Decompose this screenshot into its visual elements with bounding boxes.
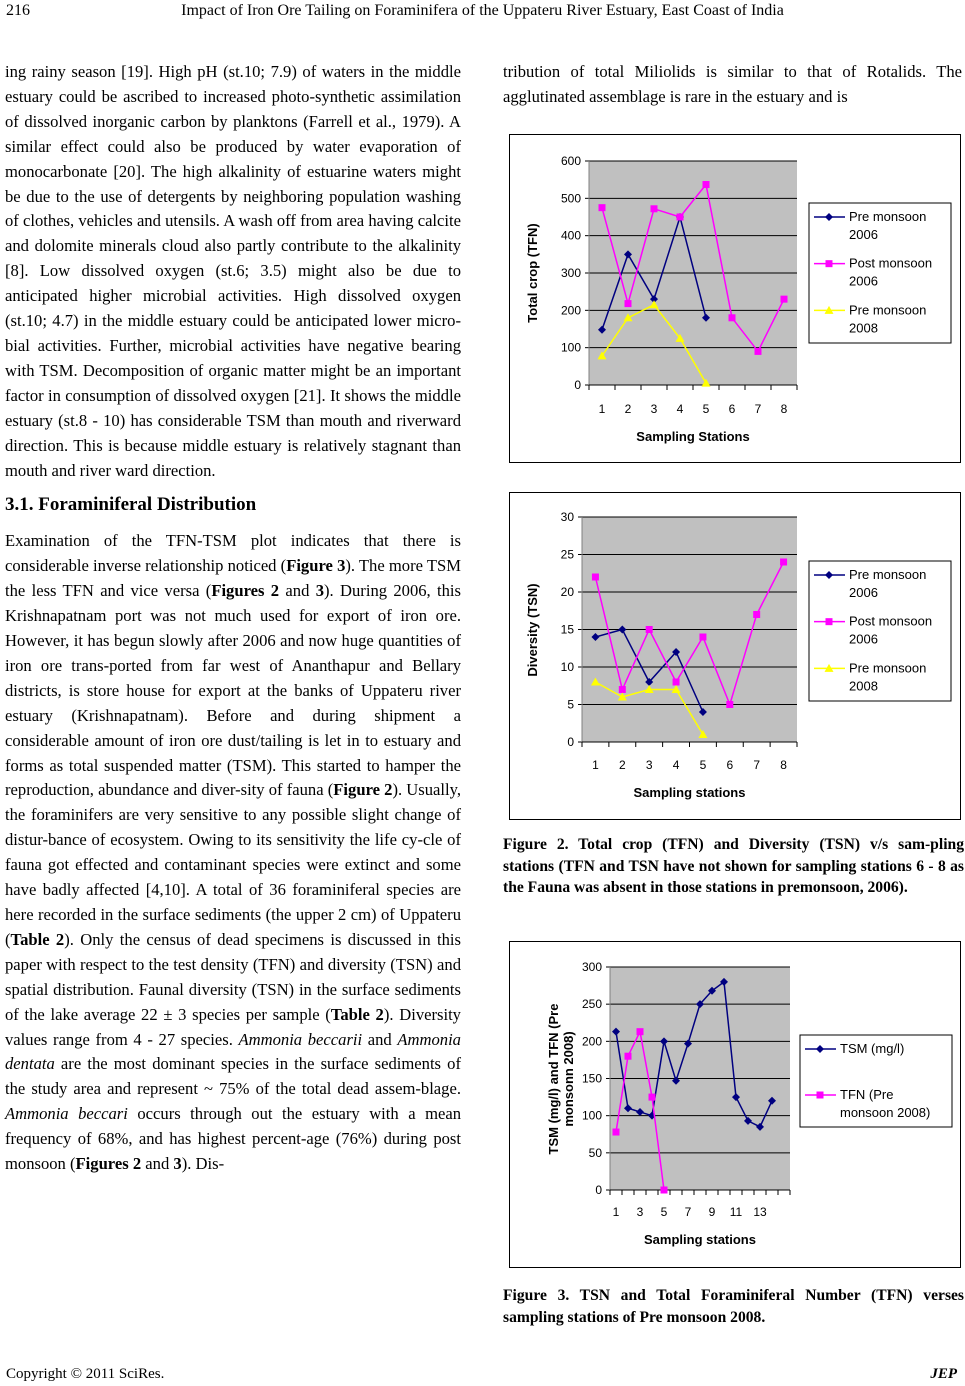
x-tick-label: 4 [672, 758, 680, 772]
y-tick-label: 200 [560, 303, 581, 318]
figure-2-ref[interactable]: Figures 2 [75, 1154, 142, 1174]
legend-label: 2006 [849, 273, 878, 289]
legend-box [809, 203, 951, 343]
legend-label: Post monsoon [849, 255, 933, 271]
x-tick-label: 3 [650, 402, 658, 416]
x-axis-label: Sampling stations [633, 785, 746, 800]
y-tick-label: 30 [560, 510, 574, 524]
x-tick-label: 8 [780, 758, 787, 772]
chart-tsm-tfn-svg [510, 942, 960, 1267]
x-tick-label: 6 [728, 402, 736, 416]
legend-label: Post monsoon [849, 613, 933, 629]
y-tick-label: 15 [560, 622, 574, 637]
legend-label: 2008 [849, 678, 878, 694]
data-point [625, 1053, 632, 1060]
data-point [619, 686, 626, 693]
data-point [599, 204, 606, 211]
x-tick-label: 5 [699, 758, 707, 772]
species-name: Ammonia dentata [5, 1029, 461, 1074]
page-number: 216 [6, 2, 30, 19]
chart-diversity-svg [510, 493, 960, 819]
x-tick-label: 11 [729, 1205, 743, 1219]
x-tick-label: 7 [684, 1205, 692, 1219]
data-point [753, 611, 760, 618]
x-tick-label: 5 [660, 1205, 668, 1219]
y-tick-label: 300 [560, 266, 581, 280]
data-point [661, 1187, 668, 1194]
y-tick-label: 200 [581, 1034, 602, 1049]
chart-tsm-tfn [509, 941, 961, 1268]
x-tick-label: 4 [676, 402, 684, 416]
figure-3-ref[interactable]: 3 [315, 581, 325, 601]
x-tick-label: 7 [753, 758, 761, 772]
y-tick-label: 0 [595, 1183, 602, 1197]
data-point [703, 181, 710, 188]
legend-marker [817, 1092, 824, 1099]
figure-2-ref[interactable]: Figure 2 [333, 780, 393, 800]
x-axis-label: Sampling stations [644, 1232, 756, 1247]
data-point [625, 300, 632, 307]
chart-total-crop [509, 134, 961, 463]
y-tick-label: 500 [560, 191, 581, 206]
y-axis-label: TSM (mg/l) and TFN (Premonsonn 2008) [546, 1003, 576, 1155]
paragraph-ph-alkalinity: ing rainy season [19]. High pH (st.10; 7.9) of waters in the middle estuary could be ascribed to increased photo-synthetic assimilation of dissolved inorganic carbon by planktons (Farrell et al., 1979). A similar effect could also be produced by water evaporation of monocarbonate [20]. The high alkalinity of estuarine waters might be due to the use of detergents by neighboring population washing of clothes, vehicles and utensils. A wash off from area having calcite and dolomite minerals cloud also partly contribute to the alkalinity [8]. Low dissolved oxygen (st.6; 3.5) might also be due to anticipated higher microbial activities. High dissolved oxygen (st.10; 4.7) in the middle estuary could be anticipated lower micro-bial activities. Further, microbial activities have negative bearing with TSM. Decomposition of organic matter might be an important factor in consumption of dissolved oxygen [21]. It shows the middle estuary (st.8 - 10) has considerable TSM than mouth and riverward direction. This is because middle estuary is relatively stagnant than mouth and river ward direction. [5, 62, 461, 480]
journal-abbrev: JEP [930, 1366, 957, 1382]
y-tick-label: 50 [588, 1145, 602, 1160]
legend-label: monsoon 2008) [840, 1105, 931, 1120]
data-point [649, 1094, 656, 1101]
x-tick-label: 1 [598, 402, 606, 416]
y-axis-label: Diversity (TSN) [525, 583, 540, 677]
table-2-ref[interactable]: Table 2 [10, 929, 65, 949]
x-tick-label: 8 [780, 402, 788, 416]
species-name: Ammonia beccarii [238, 1029, 363, 1049]
x-tick-label: 2 [618, 758, 626, 772]
x-tick-label: 7 [754, 402, 762, 416]
x-axis-label: Sampling Stations [636, 429, 750, 444]
data-point [677, 214, 684, 221]
data-point [755, 348, 762, 355]
x-tick-label: 1 [612, 1205, 620, 1219]
legend-label: TFN (Pre [840, 1087, 894, 1102]
section-heading: 3.1. Foraminiferal Distribution [5, 494, 257, 516]
running-title: Impact of Iron Ore Tailing on Foraminifera of the Uppateru River Estuary, East Coast of India [181, 2, 784, 19]
x-tick-label: 9 [708, 1205, 716, 1219]
legend-label: 2006 [849, 227, 878, 242]
data-point [637, 1028, 644, 1035]
legend-label: Pre monsoon [849, 660, 927, 676]
legend-label: Pre monsoon [849, 302, 927, 318]
y-tick-label: 0 [574, 378, 581, 392]
paragraph-miliolids: tribution of total Miliolids is similar to that of Rotalids. The agglutinated assemblage is rare in the estuary and is [503, 62, 962, 106]
y-tick-label: 300 [581, 960, 602, 974]
figure-2-caption: Figure 2. Total crop (TFN) and Diversity (TSN) v/s sam-pling stations (TFN and TSN have not shown for sampling stations 6 - 8 as the Fauna was absent in those stations in premonsoon, 2006). [503, 836, 964, 896]
y-tick-label: 100 [581, 1108, 602, 1123]
legend-box [809, 561, 951, 701]
figure-2-ref[interactable]: Figures 2 [211, 581, 280, 601]
legend-marker [826, 260, 833, 267]
data-point [651, 205, 658, 212]
paragraph-foraminiferal-distribution: Examination of the TFN-TSM plot indicates that there is considerable inverse relationship noticed (Figure 3). The more TSM the less TFN and vice versa (Figures 2 and 3). During 2006, this Krishnapatnam port was not much used for export of iron ore. However, it has begun slowly after 2006 and now huge quantities of iron ore trans-ported from far west of Ananthapur and Bellary districts, is store house for export at the banks of Uppateru river estuary (Krishnapatnam). Before and during shipment a considerable amount of iron ore dust/tailing is let in to estuary and forms as total suspended matter (TSM). This started to hamper the reproduction, abundance and diver-sity of fauna (Figure 2). Usually, the foraminifers are very sensitive to any possible slight change of distur-bance of ecosystem. Owing to its sensitivity the life cy-cle of fauna got effected and contaminant species were extinct and some have badly affected [4,10]. A total of 36 foraminiferal species are here recorded in the surface sediments (the upper 2 cm) of Uppateru (Table 2). Only the census of dead specimens is discussed in this paper with respect to the test density (TFN) and diversity (TSN) and spatial distribution. Faunal diversity (TSN) in the surface sediments of the lake average 22 ± 3 species per sample (Table 2). Diversity values range from 4 - 27 species. Ammonia beccarii and Ammonia dentata are the most dominant species in the surface sediments of the study area and represent ~ 75% of the total dead assem-blage. Ammonia beccari occurs through out the estuary with a mean frequency of 68%, and has highest percent-age (76%) during post monsoon (Figures 2 and 3). Dis- [5, 531, 462, 1174]
table-2-ref[interactable]: Table 2 [330, 1004, 384, 1024]
data-point [613, 1129, 620, 1136]
figure-3-ref[interactable]: Figure 3 [286, 556, 346, 576]
x-tick-label: 3 [636, 1205, 644, 1219]
data-point [592, 574, 599, 581]
x-tick-label: 6 [726, 758, 734, 772]
y-tick-label: 150 [581, 1071, 602, 1086]
legend-label: 2008 [849, 320, 878, 336]
chart-diversity [509, 492, 961, 820]
legend-label: Pre monsoon [849, 209, 927, 224]
x-tick-label: 2 [624, 402, 632, 416]
y-axis-label: Total crop (TFN) [525, 223, 540, 323]
x-tick-label: 3 [645, 758, 653, 772]
x-tick-label: 5 [702, 402, 710, 416]
y-tick-label: 5 [567, 697, 574, 712]
y-tick-label: 400 [560, 228, 581, 243]
y-tick-label: 10 [560, 660, 574, 674]
left-column [5, 60, 461, 1177]
legend-label: 2006 [849, 585, 878, 600]
copyright: Copyright © 2011 SciRes. [6, 1366, 165, 1382]
figure-3-caption: Figure 3. TSN and Total Foraminiferal Number (TFN) verses sampling stations of Pre monsoon 2008. [503, 1287, 964, 1326]
data-point [780, 559, 787, 566]
data-point [673, 679, 680, 686]
y-tick-label: 0 [567, 735, 574, 749]
y-tick-label: 100 [560, 340, 581, 355]
data-point [726, 701, 733, 708]
y-tick-label: 250 [581, 997, 602, 1012]
y-tick-label: 25 [560, 547, 574, 562]
legend-label: Pre monsoon [849, 567, 927, 582]
chart-total-crop-svg [510, 135, 960, 462]
y-tick-label: 20 [560, 585, 574, 599]
legend-marker [826, 618, 833, 625]
legend-label: TSM (mg/l) [840, 1041, 905, 1056]
data-point [781, 296, 788, 303]
legend-label: 2006 [849, 631, 878, 647]
x-tick-label: 1 [592, 758, 599, 772]
y-tick-label: 600 [560, 154, 581, 168]
species-name: Ammonia beccari [5, 1104, 128, 1124]
data-point [646, 626, 653, 633]
data-point [699, 634, 706, 641]
figure-3-ref[interactable]: 3 [173, 1154, 182, 1174]
x-tick-label: 13 [753, 1205, 767, 1219]
right-column [503, 60, 962, 110]
data-point [729, 314, 736, 321]
